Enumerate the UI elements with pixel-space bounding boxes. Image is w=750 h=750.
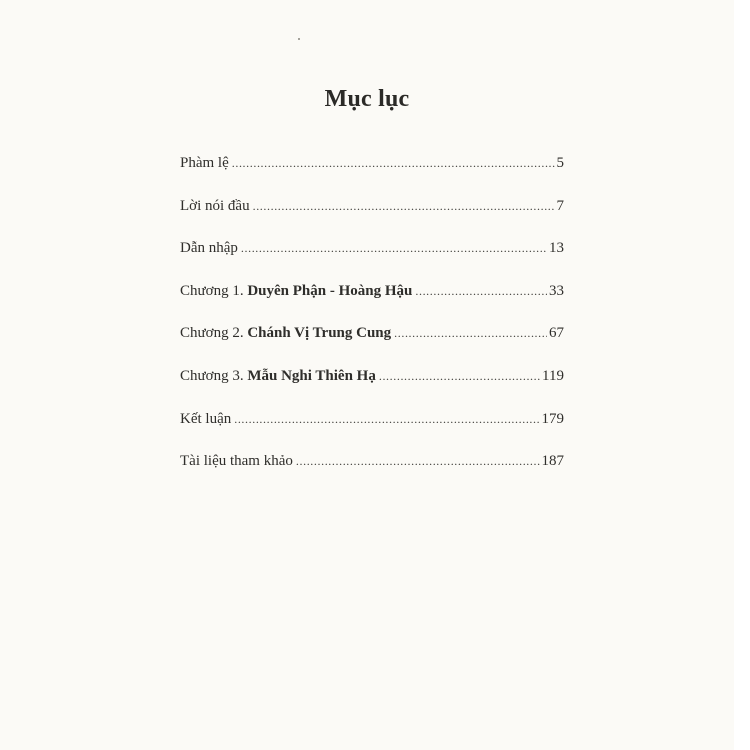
dot-leader: [296, 454, 540, 469]
dot-leader: [379, 369, 540, 384]
chapter-title: Chánh Vị Trung Cung: [247, 325, 392, 342]
chapter-title: Mẫu Nghi Thiên Hạ: [247, 367, 376, 384]
dot-leader: [241, 241, 547, 256]
toc-entry-label: Chương 1. Duyên Phận - Hoàng Hậu: [180, 282, 413, 299]
toc-page-number: 5: [556, 155, 564, 171]
toc-entry-label: Tài liệu tham khảo: [180, 453, 293, 470]
toc-entry-dan-nhap: [180, 240, 564, 283]
toc-entry-ket-luan: [180, 411, 564, 454]
dot-leader: [415, 284, 547, 299]
toc-page-number: 179: [541, 410, 564, 427]
toc-page-number: 67: [549, 325, 564, 342]
toc-entry-label: Kết luận: [180, 410, 232, 427]
toc-entry-chapter-1: [180, 283, 564, 326]
dot-leader: [253, 199, 555, 214]
dot-leader: [394, 326, 547, 341]
toc-entry-label: Chương 2. Chánh Vị Trung Cung: [180, 325, 392, 342]
toc-entry-label: Chương 3. Mẫu Nghi Thiên Hạ: [180, 367, 376, 384]
toc-entry-label: Lời nói đầu: [180, 197, 250, 214]
toc-page-number: 7: [556, 197, 564, 214]
chapter-title: Duyên Phận - Hoàng Hậu: [247, 282, 413, 299]
page-margin: [734, 0, 750, 750]
dot-leader: [232, 156, 555, 171]
toc-page-number: 13: [549, 240, 564, 257]
toc-page-number: 119: [542, 367, 564, 384]
toc-entry-references: [180, 453, 564, 496]
paper-speck: [298, 38, 300, 40]
toc-entry-label: Dẫn nhập: [180, 240, 238, 257]
table-of-contents: [180, 155, 564, 496]
toc-entry-label: Phàm lệ: [180, 155, 229, 171]
toc-entry-pham-le: [180, 155, 564, 198]
toc-entry-chapter-2: [180, 325, 564, 368]
toc-entry-chapter-3: [180, 368, 564, 411]
page-title: Mục lục: [324, 86, 410, 112]
toc-page-number: 187: [541, 453, 564, 470]
toc-entry-loi-noi-dau: [180, 198, 564, 241]
toc-page-number: 33: [549, 282, 564, 299]
dot-leader: [234, 412, 539, 427]
